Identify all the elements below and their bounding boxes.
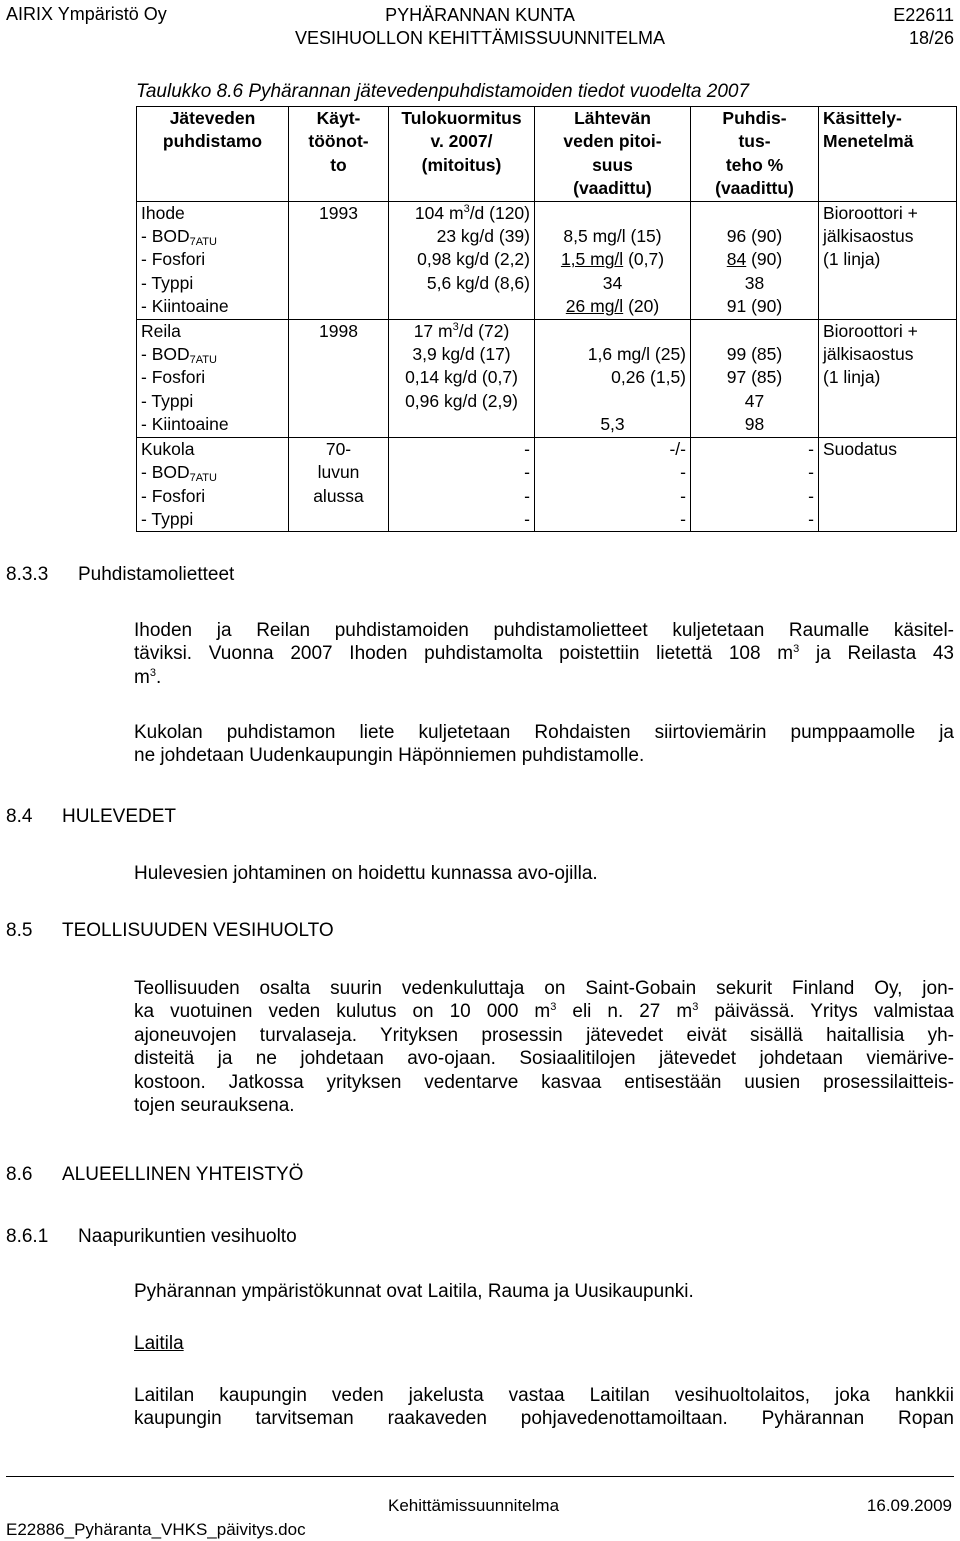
footer-filename: E22886_Pyhäranta_VHKS_päivitys.doc: [6, 1520, 306, 1539]
header-document-title: VESIHUOLLON KEHITTÄMISSUUNNITELMA: [294, 28, 666, 48]
commissioning-cell: 1998: [289, 319, 389, 437]
paragraph-sludge: Ihoden ja Reilan puhdistamoiden puhdistamolietteet kuljetetaan Raumalle käsitel- täviksi. Vuonna 2007 Ihoden puhdistamolta poistettiin lietettä 108 $m^3$ ja Reilasta 43 $m^3$.: [134, 620, 954, 688]
header-municipality: PYHÄRANNAN KUNTA: [385, 5, 575, 25]
paragraph-laitila: Laitilan kaupungin veden jakelusta vastaa Laitilan vesihuoltolaitos, joka hankkii kaupungin tarvitseman raakaveden pohjavedenottamoiltaan. Pyhärannan Ropan: [134, 1385, 954, 1430]
method-cell: Bioroottori + jälkisaostus (1 linja): [819, 319, 957, 437]
header-efficiency: Puhdis- tus- teho % (vaadittu): [691, 107, 819, 202]
footer-date: 16.09.2009: [866, 1496, 952, 1515]
outflow-cell: 1,6 mg/l (25) 0,26 (1,5) 5,3: [535, 319, 691, 437]
paragraph-stormwater: Hulevesien johtaminen on hoidettu kunnassa avo-ojilla.: [134, 863, 598, 884]
section-heading-8-4: 8.4 HULEVEDET: [6, 806, 177, 827]
method-cell: Bioroottori + jälkisaostus (1 linja): [819, 201, 957, 319]
header-outflow-concentration: Lähtevän veden pitoi- suus (vaadittu): [535, 107, 691, 202]
header-plant: Jäteveden puhdistamo: [137, 107, 289, 202]
efficiency-cell: - - - -: [691, 437, 819, 532]
inflow-load-cell: 17 $m^3/d$ (72) 3,9 kg/d (17) 0,14 kg/d (0,7) 0,96 kg/d (2,9): [389, 319, 535, 437]
outflow-cell: -/- - - -: [535, 437, 691, 532]
section-heading-8-6-1: 8.6.1 Naapurikuntien vesihuolto: [6, 1226, 297, 1247]
commissioning-cell: 70- luvun alussa: [289, 437, 389, 532]
subheading-laitila: Laitila: [134, 1333, 184, 1354]
outflow-cell: 8,5 mg/l (15) 1,5 mg/l (0,7) 34 26 mg/l (20): [535, 201, 691, 319]
table-header-row: [137, 107, 957, 202]
paragraph-kukola-sludge: Kukolan puhdistamon liete kuljetetaan Rohdaisten siirtoviemärin pumppaamolle ja ne johdetaan Uudenkaupungin Häpönniemen puhdistamolle.: [134, 722, 954, 767]
header-commissioning: Käyt- töönot- to: [289, 107, 389, 202]
table-row: [137, 319, 957, 437]
method-cell: Suodatus: [819, 437, 957, 532]
plant-name-cell: Ihode - $BOD_{7ATU}$ - Fosfori - Typpi - Kiintoaine: [137, 201, 289, 319]
header-inflow-load: Tulokuormitus v. 2007/ (mitoitus): [389, 107, 535, 202]
header-title: [0, 4, 960, 50]
footer-document-type: Kehittämissuunnitelma: [388, 1496, 560, 1515]
paragraph-industry: Teollisuuden osalta suurin vedenkuluttaja on Saint-Gobain sekurit Finland Oy, jon- ka vuotuinen veden kulutus on 10 000 $m^3$ eli n. 27 $m^3$ päivässä. Yritys valmistaa ajoneuvojen turvalaseja. Yrityksen prosessin jätevedet eivät sisällä haitallisia yh- disteitä ja ne johdetaan avo-ojaan. Sosiaalitilojen jätevedet johdetaan viemärive- kostoon. Jatkossa yrityksen vedentarve kasvaa entisestään uusien prosessilaitteis- tojen seurauksena.: [134, 978, 955, 1117]
section-heading-8-6: 8.6 ALUEELLINEN YHTEISTYÖ: [6, 1164, 304, 1185]
table-caption: Taulukko 8.6 Pyhärannan jätevedenpuhdistamoiden tiedot vuodelta 2007: [136, 81, 750, 102]
inflow-load-cell: 104 $m^3/d$ (120) 23 kg/d (39) 0,98 kg/d (2,2) 5,6 kg/d (8,6): [389, 201, 535, 319]
plant-name-cell: Kukola - $BOD_{7ATU}$ - Fosfori - Typpi: [137, 437, 289, 532]
header-page-number: 18/26: [908, 28, 954, 48]
footer-divider: [6, 1476, 954, 1477]
inflow-load-cell: - - - -: [389, 437, 535, 532]
efficiency-cell: 96 (90) 84 (90) 38 91 (90): [691, 201, 819, 319]
paragraph-neighbours: Pyhärannan ympäristökunnat ovat Laitila, Rauma ja Uusikaupunki.: [134, 1281, 694, 1302]
section-heading-8-5: 8.5 TEOLLISUUDEN VESIHUOLTO: [6, 920, 334, 941]
header-method: Käsittely- Menetelmä: [819, 107, 957, 202]
plant-name-cell: Reila - $BOD_{7ATU}$ - Fosfori - Typpi - Kiintoaine: [137, 319, 289, 437]
table-row: [137, 437, 957, 532]
section-heading-8-3-3: 8.3.3 Puhdistamolietteet: [6, 564, 235, 585]
commissioning-cell: 1993: [289, 201, 389, 319]
efficiency-cell: 99 (85) 97 (85) 47 98: [691, 319, 819, 437]
table-row: [137, 201, 957, 319]
header-company: AIRIX Ympäristö Oy: [6, 4, 167, 24]
treatment-plant-table: [136, 106, 957, 532]
header-reference: [893, 4, 954, 50]
header-project-code: E22611: [893, 5, 954, 25]
